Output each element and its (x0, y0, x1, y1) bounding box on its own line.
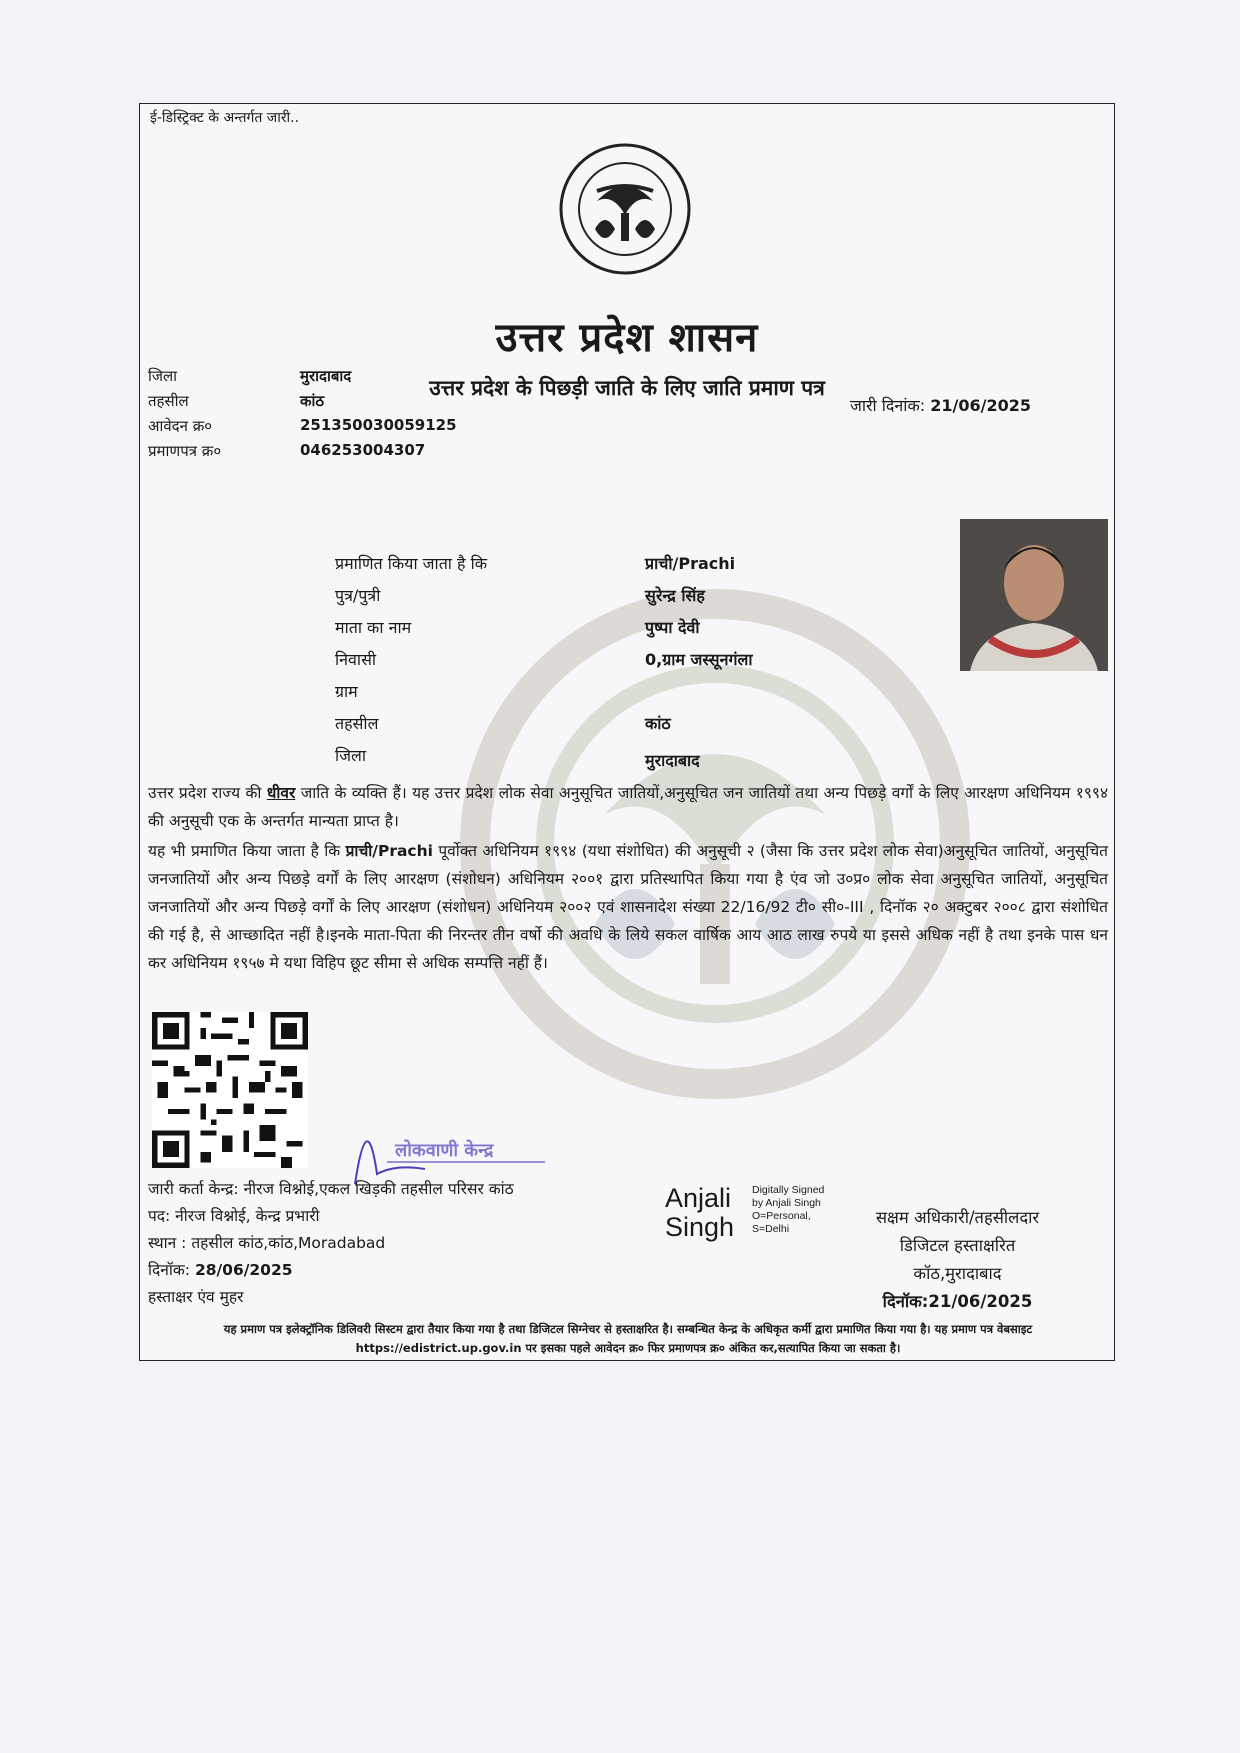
meta-label-district: जिला (148, 367, 178, 385)
footer-note: यह प्रमाण पत्र इलेक्ट्रॉनिक डिलिवरी सिस्टम द्वारा तैयार किया गया है तथा डिजिटल सिग्नेचर से हस्ताक्षरित है। सम्बन्धित केन्द्र के अधिकृत कर्मी द्वारा प्रमाणित किया गया है। यह प्रमाण पत्र वेबसाइट https://edistrict.up.gov.in पर इसका पहले आवेदन क्र० फिर प्रमाणपत्र क्र० अंकित कर,सत्यापित किया जा सकता है। (223, 1322, 1033, 1355)
creamy-layer-name: प्राची/Prachi (345, 842, 433, 860)
signature-name-line2: Singh (665, 1212, 735, 1242)
meta-label-tehsil: तहसील (148, 392, 189, 410)
caste-statement-suffix: जाति के व्यक्ति हैं। यह उत्तर प्रदेश लोक सेवा अनुसूचित जातियों,अनुसूचित जन जातियों तथा अन्य पिछड़े वर्गों के लिए आरक्षण अधिनियम १९९४ की अनुसूची एक के अन्तर्गत मान्यता प्राप्त है। (148, 784, 1108, 830)
issuer-center-label: जारी कर्ता केन्द्र: (148, 1180, 239, 1198)
digital-signature-meta (752, 1184, 824, 1236)
signature-meta-line: S=Delhi (752, 1223, 790, 1235)
applicant-photo (960, 519, 1108, 671)
signature-meta-line: O=Personal, (752, 1210, 811, 1222)
meta-label-application-no: आवेदन क्र० (148, 417, 213, 435)
field-label-village: ग्राम (335, 682, 358, 701)
issue-date-value: 21/06/2025 (930, 396, 1031, 415)
signature-meta-line: Digitally Signed (752, 1184, 825, 1196)
meta-label-certificate-no: प्रमाणपत्र क्र० (148, 442, 222, 460)
caste-name: धीवर (266, 784, 296, 802)
signature-meta-line: by Anjali Singh (752, 1197, 821, 1209)
authority-digital-signed: डिजिटल हस्ताक्षरित (899, 1236, 1016, 1255)
creamy-layer-suffix: पूर्वोक्त अधिनियम १९९४ (यथा संशोधित) की अनुसूची २ (जैसा कि उत्तर प्रदेश लोक सेवा)अनुसूचित जातियों, अनुसूचित जनजातियों और अन्य पिछड़े वर्गों के लिए आरक्षण (संशोधन) अधिनियम २००१ द्वारा प्रतिस्थापित किया गया है एंव जो उ०प्र० लोक सेवा अनुसूचित जातियों, अनुसूचित जनजातियों और अन्य पिछड़े वर्गों के लिए आरक्षण (संशोधन) अधिनियम २००२ एवं शासनादेश संख्या 22/16/92 टी० सी०-III , दिनॉक २० अक्टुबर २००८ द्वारा संशोधित की गई है, से आच्छादित नहीं है।इनके माता-पिता की निरन्तर तीन वर्षो की अवधि के लिये सकल वार्षिक आय आठ लाख रुपये या इससे अधिक नहीं है तथा इनके पास धन कर अधिनियम १९५७ मे यथा विहिप छूट सीमा से अधिक सम्पत्ति नहीं हैं। (148, 842, 1108, 972)
signature-name-line1: Anjali (665, 1183, 732, 1213)
field-value-name: प्राची/Prachi (645, 554, 736, 573)
certificate-subtitle: उत्तर प्रदेश के पिछड़ी जाति के लिए जाति प्रमाण पत्र (429, 376, 825, 400)
meta-value-application-no: 251350030059125 (300, 416, 457, 434)
certificate (139, 103, 1115, 1361)
issuer-center (148, 1177, 514, 1199)
field-value-district: मुरादाबाद (645, 751, 700, 770)
meta-value-district: मुरादाबाद (300, 367, 352, 385)
issue-date-label: जारी दिनांक: (850, 396, 926, 415)
authority-date: दिनॉक:21/06/2025 (882, 1292, 1033, 1311)
field-label-district: जिला (335, 746, 367, 765)
applicant-photo-image (960, 519, 1108, 671)
meta-value-certificate-no: 046253004307 (300, 441, 426, 459)
issuer-place: स्थान : तहसील कांठ,कांठ,Moradabad (148, 1234, 386, 1252)
issue-date (850, 394, 1031, 416)
field-label-resident: निवासी (335, 650, 377, 669)
issuer-center-value: नीरज विश्नोई,एकल खिड़की तहसील परिसर कांठ (243, 1180, 514, 1198)
page-title: उत्तर प्रदेश शासन (495, 315, 759, 361)
field-label-mother-name: माता का नाम (335, 618, 412, 637)
field-label-certified-that: प्रमाणित किया जाता है कि (335, 554, 488, 573)
issuer-post: पद: नीरज विश्नोई, केन्द्र प्रभारी (148, 1207, 320, 1225)
field-value-father-name: सुरेन्द्र सिंह (645, 586, 705, 605)
verification-qr-code[interactable] (152, 1012, 308, 1168)
authority-block (820, 1204, 1095, 1316)
authority-location: कॉठ,मुरादाबाद (913, 1264, 1002, 1283)
digital-signature-name (665, 1184, 734, 1242)
caste-statement-prefix: उत्तर प्रदेश राज्य की (148, 784, 267, 802)
issuer-date-label: दिनॉक: (148, 1261, 190, 1279)
issuer-sign-seal: हस्ताक्षर एंव मुहर (148, 1288, 244, 1306)
field-value-resident: 0,ग्राम जस्सूनगंला (645, 650, 753, 669)
authority-title: सक्षम अधिकारी/तहसीलदार (875, 1208, 1040, 1227)
field-label-child-of: पुत्र/पुत्री (335, 586, 381, 605)
up-government-emblem-icon (557, 141, 693, 277)
field-label-tehsil: तहसील (335, 714, 379, 733)
meta-value-tehsil: कांठ (300, 392, 325, 410)
caste-statement-paragraph (148, 779, 1108, 835)
issuer-date-value: 28/06/2025 (194, 1261, 293, 1279)
issued-under-note: ई-डिस्ट्रिक्ट के अन्तर्गत जारी.. (150, 110, 300, 126)
field-value-mother-name: पुष्पा देवी (645, 618, 700, 637)
field-value-tehsil: कांठ (645, 714, 671, 733)
issuer-date (148, 1258, 293, 1280)
creamy-layer-paragraph (148, 837, 1108, 977)
stamp-text: लोकवाणी केन्द्र (395, 1140, 494, 1161)
creamy-layer-prefix: यह भी प्रमाणित किया जाता है कि (148, 842, 346, 860)
